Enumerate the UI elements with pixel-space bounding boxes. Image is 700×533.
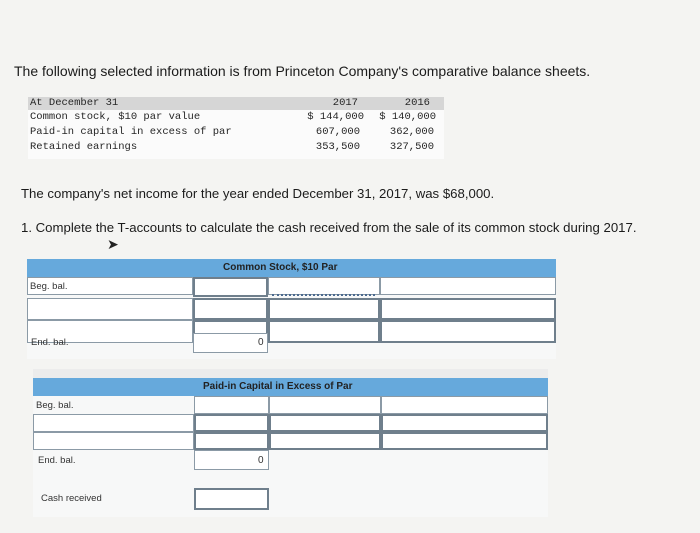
input-focus-indicator <box>272 292 375 296</box>
cursor-arrow-icon: ➤ <box>107 236 119 252</box>
taccount-paid-in-capital <box>33 369 548 517</box>
row-credit-input[interactable] <box>269 414 381 432</box>
end-bal-label: End. bal. <box>38 455 76 466</box>
row-2017: 353,500 <box>315 141 360 153</box>
row-label-input[interactable] <box>33 432 194 450</box>
row-debit-input[interactable] <box>194 432 269 450</box>
header-2017: 2017 <box>332 97 358 109</box>
cash-received-label: Cash received <box>41 493 102 504</box>
end-bal-debit-cell <box>193 333 268 353</box>
row-credit-input[interactable] <box>269 432 381 450</box>
row-credit-input[interactable] <box>268 320 380 343</box>
row-label: Common stock, $10 par value <box>30 111 201 123</box>
beg-bal-debit-input[interactable] <box>193 277 268 297</box>
row-2016: 362,000 <box>389 126 434 138</box>
row-2016: 327,500 <box>389 141 434 153</box>
beg-bal-right-cell[interactable] <box>381 396 548 414</box>
row-label: Paid-in capital in excess of par <box>30 126 232 138</box>
row-right-input[interactable] <box>380 320 556 343</box>
balance-sheet-table <box>28 97 444 159</box>
row-right-input[interactable] <box>381 414 548 432</box>
row-debit-input[interactable] <box>194 414 269 432</box>
row-label-input[interactable] <box>27 298 193 320</box>
beg-bal-right-cell[interactable] <box>380 277 556 295</box>
net-income-text: The company's net income for the year ended December 31, 2017, was $68,000. <box>21 186 495 201</box>
taccount-title: Common Stock, $10 Par <box>223 262 338 273</box>
header-label: At December 31 <box>30 97 119 109</box>
row-right-input[interactable] <box>380 298 556 320</box>
beg-bal-label: Beg. bal. <box>36 400 74 411</box>
beg-bal-debit-cell[interactable] <box>194 396 269 414</box>
cash-received-input[interactable] <box>194 488 269 510</box>
taccount-title: Paid-in Capital in Excess of Par <box>203 381 353 392</box>
beg-bal-credit-input[interactable] <box>269 396 381 414</box>
intro-text: The following selected information is from Princeton Company's comparative balance sheets. <box>14 63 591 79</box>
beg-bal-label: Beg. bal. <box>30 281 68 292</box>
question-text: 1. Complete the T-accounts to calculate the cash received from the sale of its common stock during 2017. <box>21 220 637 235</box>
end-bal-value: 0 <box>258 337 264 348</box>
row-label-input[interactable] <box>33 414 194 432</box>
row-2017: 607,000 <box>315 126 360 138</box>
row-right-input[interactable] <box>381 432 548 450</box>
row-credit-input[interactable] <box>268 298 380 320</box>
row-debit-input[interactable] <box>193 298 268 320</box>
taccount-common-stock <box>27 259 556 359</box>
header-2016: 2016 <box>404 97 430 109</box>
end-bal-label: End. bal. <box>31 337 69 348</box>
end-bal-value: 0 <box>258 455 264 466</box>
row-label: Retained earnings <box>30 141 138 153</box>
row-2016: $ 140,000 <box>379 111 436 123</box>
row-2017: $ 144,000 <box>307 111 364 123</box>
